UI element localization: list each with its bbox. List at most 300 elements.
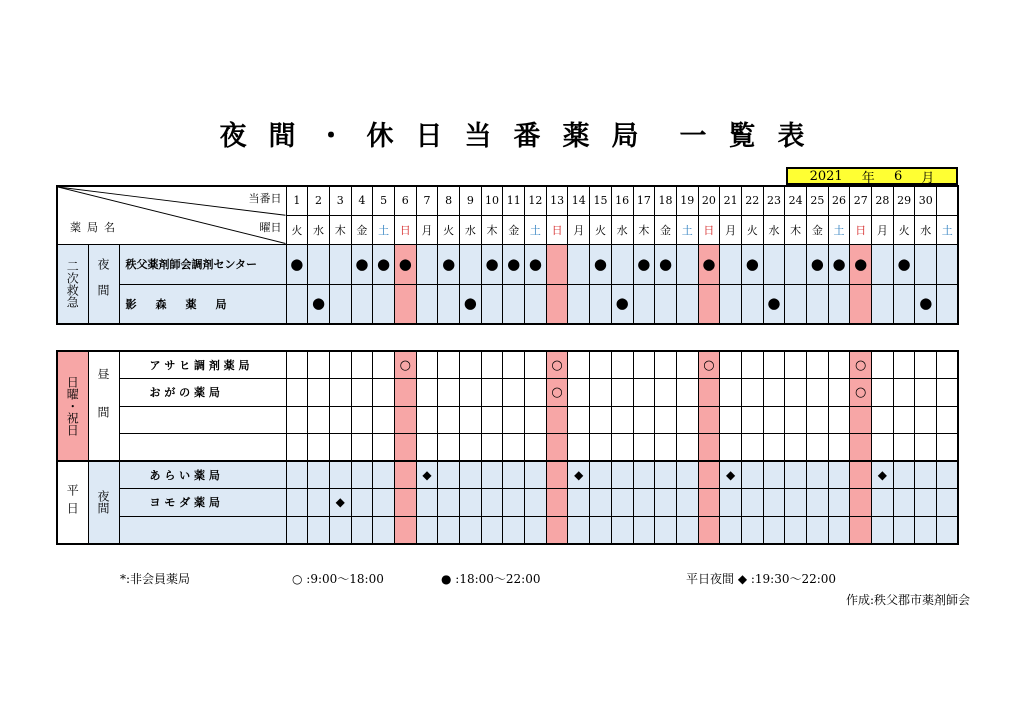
day-cell <box>915 434 937 462</box>
day-cell <box>590 516 612 544</box>
day-cell <box>763 284 785 324</box>
day-cell <box>481 461 503 489</box>
day-cell <box>525 489 547 517</box>
day-cell <box>676 351 698 379</box>
weekday: 日 <box>698 215 720 244</box>
day-cell <box>416 406 438 434</box>
day-cell <box>329 379 351 407</box>
day-cell <box>481 351 503 379</box>
day-number: 9 <box>460 186 482 215</box>
weekday: 木 <box>481 215 503 244</box>
day-number: 6 <box>394 186 416 215</box>
legend-diamond: 平日夜間 ◆ :19:30～22:00 <box>686 572 837 586</box>
day-cell <box>676 461 698 489</box>
day-cell <box>438 489 460 517</box>
day-cell <box>329 351 351 379</box>
legend-circle: ○ :9:00～18:00 <box>292 572 384 586</box>
day-cell <box>308 406 330 434</box>
day-cell <box>438 351 460 379</box>
weekday: 日 <box>850 215 872 244</box>
duty-mark: ● <box>290 254 304 273</box>
day-cell <box>503 461 525 489</box>
day-cell <box>850 244 872 284</box>
title-char: ・ <box>317 121 345 152</box>
day-cell <box>655 434 677 462</box>
day-cell <box>720 379 742 407</box>
weekday: 金 <box>655 215 677 244</box>
day-cell <box>394 406 416 434</box>
day-cell <box>893 434 915 462</box>
day-cell <box>807 489 829 517</box>
day-cell <box>720 244 742 284</box>
duty-mark: ● <box>637 254 651 273</box>
duty-mark: ◆ <box>725 467 736 482</box>
duty-mark: ● <box>355 254 369 273</box>
day-cell <box>416 516 438 544</box>
duty-mark: ◆ <box>422 467 432 482</box>
year-value: 2021 <box>809 168 843 184</box>
day-cell <box>329 244 351 284</box>
day-cell <box>915 284 937 324</box>
day-cell <box>438 406 460 434</box>
day-number: 16 <box>611 186 633 215</box>
day-cell <box>394 351 416 379</box>
day-cell <box>698 461 720 489</box>
day-cell <box>590 351 612 379</box>
title-char: 日 <box>415 121 443 152</box>
day-cell <box>416 461 438 489</box>
day-cell <box>893 406 915 434</box>
day-cell <box>590 434 612 462</box>
day-cell <box>828 461 850 489</box>
duty-mark: ○ <box>703 357 715 373</box>
day-number: 18 <box>655 186 677 215</box>
day-cell <box>785 351 807 379</box>
day-cell <box>460 489 482 517</box>
weekday: 月 <box>416 215 438 244</box>
day-cell <box>568 489 590 517</box>
day-cell <box>460 406 482 434</box>
duty-mark: ● <box>615 294 629 313</box>
pharmacy-name: 秩父薬剤師会調剤センター <box>119 244 286 284</box>
day-cell <box>546 244 568 284</box>
weekday: 土 <box>525 215 547 244</box>
weekday: 金 <box>351 215 373 244</box>
day-cell <box>720 516 742 544</box>
toban-label: 当番日 <box>248 192 282 205</box>
day-number: 22 <box>741 186 763 215</box>
day-cell <box>741 516 763 544</box>
day-cell <box>568 434 590 462</box>
title-char: 間 <box>268 121 296 152</box>
title-char: 薬 <box>562 121 590 152</box>
day-cell <box>698 244 720 284</box>
weekday: 土 <box>937 215 959 244</box>
day-cell <box>655 284 677 324</box>
day-cell <box>503 379 525 407</box>
day-cell <box>915 406 937 434</box>
day-cell <box>525 434 547 462</box>
duty-mark: ● <box>810 254 824 273</box>
day-cell <box>785 284 807 324</box>
day-cell <box>286 461 308 489</box>
day-cell <box>698 516 720 544</box>
day-cell <box>416 434 438 462</box>
day-cell <box>394 461 416 489</box>
pharmacy-name: 影 森 薬 局 <box>119 284 286 324</box>
day-cell <box>676 379 698 407</box>
weekday: 水 <box>763 215 785 244</box>
day-cell <box>568 516 590 544</box>
pharmacy-name-label: 薬局名 <box>70 221 121 234</box>
duty-mark: ● <box>485 254 499 273</box>
duty-mark: ○ <box>399 357 411 373</box>
weekday: 金 <box>807 215 829 244</box>
day-cell <box>329 284 351 324</box>
weekday: 水 <box>460 215 482 244</box>
day-cell <box>872 351 894 379</box>
day-cell <box>286 244 308 284</box>
day-cell <box>872 284 894 324</box>
day-cell <box>438 516 460 544</box>
day-number: 11 <box>503 186 525 215</box>
day-cell <box>893 489 915 517</box>
day-number: 1 <box>286 186 308 215</box>
day-cell <box>460 244 482 284</box>
day-cell <box>655 351 677 379</box>
day-cell <box>633 284 655 324</box>
day-number: 2 <box>308 186 330 215</box>
weekday: 日 <box>394 215 416 244</box>
day-cell <box>481 284 503 324</box>
day-number: 5 <box>373 186 395 215</box>
pharmacy-name: ア サ ヒ 調 剤 薬 局 <box>119 351 286 379</box>
day-cell <box>655 406 677 434</box>
day-cell <box>373 489 395 517</box>
day-cell <box>351 516 373 544</box>
day-cell <box>850 516 872 544</box>
day-cell <box>394 489 416 517</box>
day-cell <box>655 489 677 517</box>
day-cell <box>394 379 416 407</box>
weekday: 火 <box>741 215 763 244</box>
day-cell <box>785 406 807 434</box>
day-cell <box>481 516 503 544</box>
day-cell <box>633 489 655 517</box>
day-cell <box>741 461 763 489</box>
duty-mark: ○ <box>551 357 563 373</box>
day-cell <box>633 461 655 489</box>
duty-mark: ● <box>832 254 846 273</box>
day-cell <box>785 516 807 544</box>
day-cell <box>568 379 590 407</box>
day-cell <box>611 406 633 434</box>
day-cell <box>850 406 872 434</box>
day-number: 26 <box>828 186 850 215</box>
day-cell <box>676 284 698 324</box>
day-cell <box>286 351 308 379</box>
day-cell <box>741 379 763 407</box>
pharmacy-name: お が の 薬 局 <box>119 379 286 407</box>
day-cell <box>633 434 655 462</box>
day-cell <box>308 489 330 517</box>
day-cell <box>460 516 482 544</box>
day-cell <box>937 284 959 324</box>
day-cell <box>286 406 308 434</box>
day-cell <box>373 284 395 324</box>
day-cell <box>763 379 785 407</box>
weekday: 月 <box>720 215 742 244</box>
day-cell <box>308 434 330 462</box>
day-cell <box>373 406 395 434</box>
day-cell <box>720 489 742 517</box>
day-cell <box>872 406 894 434</box>
duty-mark: ○ <box>855 357 867 373</box>
day-cell <box>698 379 720 407</box>
weekday: 水 <box>308 215 330 244</box>
day-cell <box>698 434 720 462</box>
day-number: 17 <box>633 186 655 215</box>
day-cell <box>351 379 373 407</box>
day-cell <box>785 434 807 462</box>
day-cell <box>308 461 330 489</box>
day-cell <box>373 516 395 544</box>
day-cell <box>611 461 633 489</box>
day-cell <box>828 434 850 462</box>
pharmacy-name <box>119 434 286 462</box>
day-cell <box>763 406 785 434</box>
day-number: 12 <box>525 186 547 215</box>
day-cell <box>611 379 633 407</box>
day-cell <box>351 434 373 462</box>
day-cell <box>872 516 894 544</box>
day-cell <box>546 351 568 379</box>
title-char: 覧 <box>728 121 756 152</box>
day-cell <box>720 406 742 434</box>
day-number: 19 <box>676 186 698 215</box>
day-cell <box>351 284 373 324</box>
day-cell <box>893 516 915 544</box>
day-cell <box>741 489 763 517</box>
day-cell <box>785 244 807 284</box>
day-cell <box>546 489 568 517</box>
day-cell <box>807 284 829 324</box>
day-cell <box>546 516 568 544</box>
day-cell <box>633 244 655 284</box>
day-cell <box>807 244 829 284</box>
day-cell <box>308 516 330 544</box>
day-cell <box>286 516 308 544</box>
day-number: 20 <box>698 186 720 215</box>
day-number: 15 <box>590 186 612 215</box>
day-cell <box>720 434 742 462</box>
day-number: 29 <box>893 186 915 215</box>
day-number <box>937 186 959 215</box>
day-cell <box>763 489 785 517</box>
credit: 作成:秩父郡市薬剤師会 <box>845 593 970 607</box>
day-cell <box>676 406 698 434</box>
day-cell <box>633 516 655 544</box>
weekday: 水 <box>915 215 937 244</box>
legend-dot: ● :18:00～22:00 <box>441 572 541 586</box>
day-cell <box>611 434 633 462</box>
day-cell <box>525 244 547 284</box>
duty-mark: ● <box>398 254 412 273</box>
day-cell <box>481 489 503 517</box>
day-cell <box>481 406 503 434</box>
pharmacy-name <box>119 406 286 434</box>
title-char: 休 <box>366 121 394 152</box>
day-cell <box>807 461 829 489</box>
day-number: 13 <box>546 186 568 215</box>
day-cell <box>872 489 894 517</box>
day-cell <box>438 379 460 407</box>
day-cell <box>655 461 677 489</box>
day-cell <box>438 284 460 324</box>
period-label-night: 夜間 <box>88 244 119 324</box>
month-unit: 月 <box>921 170 935 186</box>
day-cell <box>546 284 568 324</box>
weekday: 土 <box>373 215 395 244</box>
period-label-night: 夜間 <box>88 461 119 544</box>
day-cell <box>503 351 525 379</box>
weekday: 月 <box>568 215 590 244</box>
day-cell <box>329 406 351 434</box>
day-number: 4 <box>351 186 373 215</box>
title-char: 局 <box>611 121 639 152</box>
day-cell <box>503 516 525 544</box>
day-cell <box>698 489 720 517</box>
day-cell <box>503 434 525 462</box>
day-cell <box>828 516 850 544</box>
day-number: 25 <box>807 186 829 215</box>
day-cell <box>525 284 547 324</box>
day-cell <box>828 284 850 324</box>
duty-mark: ◆ <box>877 467 888 482</box>
day-cell <box>850 284 872 324</box>
duty-mark: ○ <box>551 384 563 400</box>
day-cell <box>481 434 503 462</box>
duty-mark: ● <box>442 254 456 273</box>
day-cell <box>416 351 438 379</box>
day-cell <box>611 516 633 544</box>
duty-mark: ● <box>528 254 542 273</box>
group-label-emergency: 二次救急 <box>57 244 88 324</box>
day-cell <box>807 379 829 407</box>
day-cell <box>286 434 308 462</box>
day-cell <box>568 406 590 434</box>
title-char: 一 <box>679 121 707 152</box>
duty-mark: ● <box>593 254 608 273</box>
day-cell <box>937 406 959 434</box>
day-cell <box>460 284 482 324</box>
title-char: 夜 <box>219 121 247 152</box>
day-number: 24 <box>785 186 807 215</box>
day-cell <box>676 516 698 544</box>
day-cell <box>568 351 590 379</box>
day-cell <box>329 489 351 517</box>
day-cell <box>655 379 677 407</box>
day-number: 30 <box>915 186 937 215</box>
title-char: 番 <box>513 121 541 152</box>
day-cell <box>807 351 829 379</box>
day-cell <box>394 284 416 324</box>
day-cell <box>655 244 677 284</box>
day-cell <box>828 351 850 379</box>
day-cell <box>676 489 698 517</box>
day-cell <box>546 406 568 434</box>
day-cell <box>373 461 395 489</box>
day-cell <box>590 379 612 407</box>
day-cell <box>676 244 698 284</box>
day-cell <box>893 461 915 489</box>
day-cell <box>611 284 633 324</box>
day-cell <box>937 489 959 517</box>
day-cell <box>373 244 395 284</box>
title-char: 当 <box>464 121 492 152</box>
day-number: 7 <box>416 186 438 215</box>
day-cell <box>546 461 568 489</box>
day-cell <box>763 516 785 544</box>
day-cell <box>416 379 438 407</box>
day-cell <box>676 434 698 462</box>
page-title <box>0 114 1024 153</box>
duty-mark: ● <box>854 254 868 273</box>
day-cell <box>460 434 482 462</box>
year-month-box <box>786 167 958 185</box>
day-cell <box>503 406 525 434</box>
day-cell <box>937 516 959 544</box>
group-label-weekday: 平日 <box>57 461 88 544</box>
day-cell <box>308 244 330 284</box>
day-cell <box>893 351 915 379</box>
day-cell <box>373 379 395 407</box>
weekday: 土 <box>828 215 850 244</box>
day-cell <box>807 516 829 544</box>
day-cell <box>438 461 460 489</box>
duty-mark: ● <box>919 294 933 313</box>
day-cell <box>633 379 655 407</box>
day-cell <box>525 379 547 407</box>
day-cell <box>546 434 568 462</box>
day-number: 10 <box>481 186 503 215</box>
day-cell <box>915 351 937 379</box>
weekday: 土 <box>676 215 698 244</box>
day-cell <box>850 434 872 462</box>
day-cell <box>828 489 850 517</box>
day-cell <box>807 434 829 462</box>
day-cell <box>872 244 894 284</box>
day-cell <box>351 244 373 284</box>
day-cell <box>915 379 937 407</box>
header-name-cell <box>57 186 286 244</box>
day-cell <box>893 379 915 407</box>
day-number: 8 <box>438 186 460 215</box>
day-cell <box>872 379 894 407</box>
day-cell <box>590 244 612 284</box>
legend-non-member: *:非会員薬局 <box>120 572 191 586</box>
weekday: 火 <box>438 215 460 244</box>
weekday: 火 <box>286 215 308 244</box>
duty-mark: ○ <box>855 384 867 400</box>
weekday: 水 <box>611 215 633 244</box>
day-cell <box>785 461 807 489</box>
day-number: 27 <box>850 186 872 215</box>
day-cell <box>807 406 829 434</box>
yobi-label: 曜日 <box>259 221 282 234</box>
day-cell <box>503 284 525 324</box>
pharmacy-name <box>119 516 286 544</box>
